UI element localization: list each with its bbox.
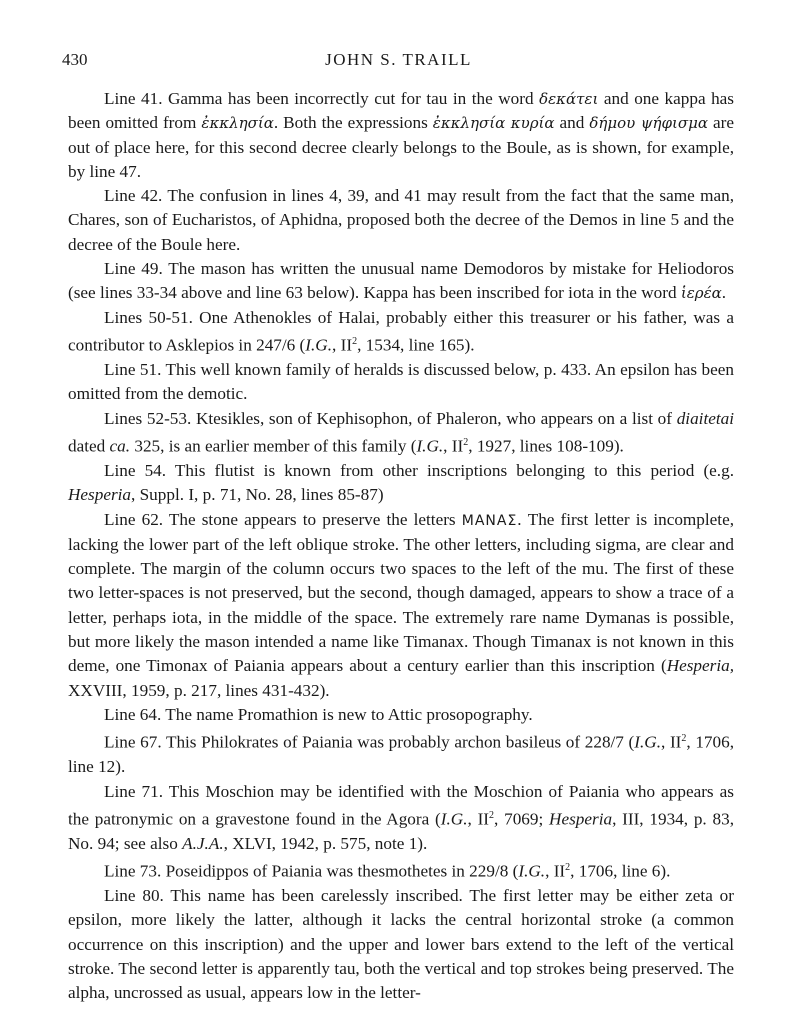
commentary-paragraph: [68, 703, 734, 727]
superscript: 2: [352, 335, 358, 347]
commentary-paragraph: [68, 358, 734, 407]
text-run: . The first letter is incomplete, lacking the lower part of the left oblique stroke. The other letters, including sigma, are clear and complete. The margin of the column occurs two spaces to the left of the mu. The first of these two letter-spaces is not preserved, but the second, though damaged, appears to show a trace of a letter, perhaps iota, in the middle of the space. The extremely rare name Dymanas is possible, but more likely the mason intended a name like Timanax. Though Timanax is not known in this deme, one Timonax of Paiania appears about a century earlier than this inscription (: [68, 509, 734, 676]
superscript: 2: [681, 733, 687, 745]
commentary-paragraph: [68, 257, 734, 306]
commentary-paragraph: [68, 508, 734, 703]
text-run: , II: [332, 335, 353, 355]
italic-text: I.G.: [305, 335, 333, 355]
text-run: , 1706, line 12).: [68, 732, 735, 777]
superscript: 2: [463, 436, 469, 448]
italic-text: I.G.: [440, 809, 468, 829]
text-run: Line 73. Poseidippos of Paiania was thesmothetes in 229/8 (: [104, 861, 519, 881]
text-run: , II: [467, 809, 490, 829]
text-run: XXVIII, 1959, p. 217, lines 431-432).: [68, 680, 330, 700]
text-run: , II: [661, 732, 682, 752]
italic-text: Hesperia: [68, 485, 132, 505]
text-run: Line 80. This name has been carelessly inscribed. The first letter may be either zeta or epsilon, more likely the latter, although it lacks the central horizontal stroke (a common occurrence on this inscription) and the upper and lower bars extend to the left of the vertical stroke. The second letter is apparently tau, both the vertical and top strokes being preserved. The alpha, uncrossed as usual, appears low in the letter-: [68, 886, 734, 1003]
text-run: Line 51. This well known family of heralds is discussed below, p. 433. An epsilon has been omitted from the demotic.: [68, 360, 734, 404]
greek-term: δήμου ψήφισμα: [589, 114, 709, 133]
text-run: Line 41. Gamma has been incorrectly cut for tau in the word: [104, 89, 540, 108]
text-run: Line 67. This Philokrates of Paiania was probably archon basileus of 228/7 (: [104, 732, 635, 752]
text-run: 325, is an earlier member of this family (: [130, 436, 417, 456]
running-head: JOHN S. TRAILL: [325, 50, 472, 69]
commentary-paragraph: [68, 884, 734, 1005]
italic-text: I.G.: [634, 732, 662, 752]
text-run: , 1534, line 165).: [357, 335, 475, 355]
commentary-paragraph: [68, 727, 734, 779]
text-run: , III, 1934, p. 83, No. 94; see also: [68, 809, 734, 853]
text-run: . Both the expressions: [273, 113, 433, 133]
text-run: are out of place here, for this second decree clearly belongs to the Boule, as is shown, for example, by line 47.: [68, 113, 735, 181]
italic-text: A.J.A.: [182, 833, 224, 853]
greek-term: ἱερέα: [680, 284, 722, 303]
text-run: , 1927, lines 108-109).: [468, 436, 624, 456]
greek-term: ἐκκλησία: [201, 114, 274, 133]
italic-text: I.G.: [518, 861, 546, 881]
greek-term: ἐκκλησία κυρία: [432, 114, 555, 133]
italic-text: Hesperia,: [666, 656, 734, 676]
commentary-paragraph: [68, 306, 734, 358]
commentary-paragraph: [68, 459, 734, 508]
page-header: [62, 50, 735, 76]
italic-text: Hesperia: [549, 809, 613, 829]
text-run: , XLVI, 1942, p. 575, note 1).: [223, 833, 428, 853]
text-run: Line 62. The stone appears to preserve the letters: [104, 509, 462, 529]
commentary-paragraph: [68, 184, 734, 257]
commentary-body: [68, 87, 734, 1006]
text-run: , Suppl. I, p. 71, No. 28, lines 85-87): [131, 485, 384, 505]
greek-capitals: ΜΑΝΑΣ: [461, 512, 518, 529]
commentary-paragraph: [68, 407, 734, 459]
text-run: , 7069;: [494, 809, 550, 829]
text-run: , II: [545, 861, 566, 881]
text-run: , 1706, line 6).: [570, 861, 671, 881]
text-run: Line 49. The mason has written the unusual name Demodoros by mistake for Heliodoros (see lines 33-34 above and line 63 below). Kappa has been inscribed for iota in the word: [68, 259, 734, 303]
superscript: 2: [489, 809, 495, 821]
text-run: dated: [68, 436, 110, 456]
commentary-paragraph: [68, 87, 734, 184]
text-run: Line 54. This flutist is known from other inscriptions belonging to this period (e.g.: [104, 460, 734, 480]
greek-term: δεκάτει: [539, 90, 599, 108]
italic-text: I.G.: [416, 436, 444, 456]
commentary-paragraph: [68, 856, 734, 884]
text-run: Line 71. This Moschion may be identified with the Moschion of Paiania who appears as the patronymic on a gravestone found in the Agora (: [68, 781, 734, 829]
italic-text: diaitetai: [676, 408, 734, 428]
text-run: and: [554, 113, 590, 133]
text-run: Lines 50-51. One Athenokles of Halai, probably either this treasurer or his father, was a contributor to Asklepios in 247/6 (: [68, 307, 734, 355]
commentary-paragraph: [68, 780, 734, 857]
text-run: and one kappa has been omitted from: [68, 89, 734, 133]
text-run: Line 64. The name Promathion is new to Attic prosopography.: [104, 704, 533, 724]
italic-text: ca.: [109, 436, 131, 456]
superscript: 2: [565, 862, 571, 874]
text-run: Line 42. The confusion in lines 4, 39, and 41 may result from the fact that the same man, Chares, son of Eucharistos, of Aphidna, proposed both the decree of the Demos in line 5 and the decree of the Boule here.: [68, 186, 734, 254]
text-run: Lines 52-53. Ktesikles, son of Kephisophon, of Phaleron, who appears on a list of: [104, 408, 677, 428]
text-run: .: [721, 283, 727, 303]
page-number: 430: [62, 50, 88, 69]
text-run: , II: [443, 436, 464, 456]
